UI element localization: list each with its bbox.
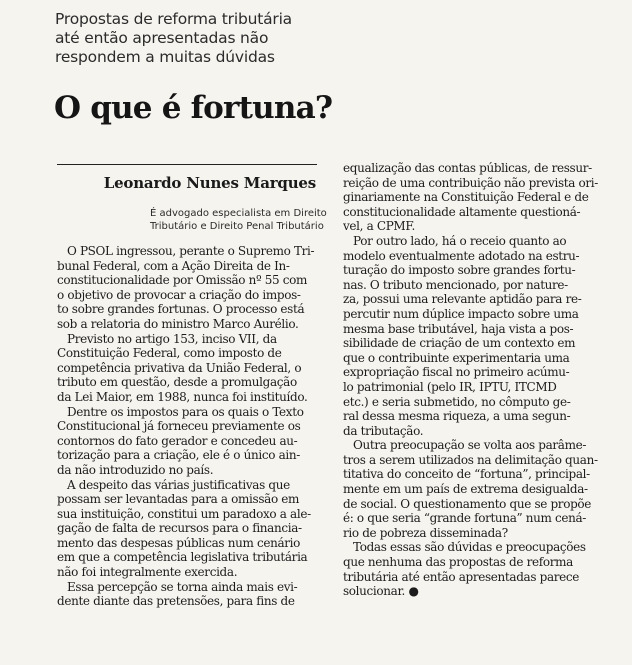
text-line: é: o que seria “grande fortuna” num cená-: [343, 511, 587, 526]
text-line: modelo eventualmente adotado na estru-: [343, 248, 580, 263]
text-line: competência privativa da União Federal, o: [57, 360, 302, 375]
text-line: tributária até então apresentadas parece: [343, 569, 580, 584]
text-line: da Lei Maior, em 1988, nunca foi instituído.: [57, 389, 308, 404]
bio-line: Tributário e Direito Penal Tributário: [150, 221, 324, 232]
text-line: que nenhuma das propostas de reforma: [343, 555, 573, 570]
text-line: ral dessa mesma riqueza, a uma segun-: [343, 409, 571, 424]
text-line: vel, a CPMF.: [343, 219, 415, 234]
text-line: Todas essas são dúvidas e preocupações: [353, 540, 586, 555]
text-line: mente em um país de extrema desigualda-: [343, 482, 588, 497]
kicker-line: Propostas de reforma tributária: [55, 10, 292, 28]
headline: O que é fortuna?: [54, 90, 333, 126]
kicker-line: respondem a muitas dúvidas: [55, 48, 275, 66]
text-line: Previsto no artigo 153, inciso VII, da: [67, 331, 277, 346]
text-line: percutir num dúplice impacto sobre uma: [343, 306, 579, 321]
text-line: sua instituição, constitui um paradoxo a ale-: [57, 506, 311, 521]
kicker-line: até então apresentadas não: [55, 29, 269, 47]
text-line: sibilidade de criação de um contexto em: [343, 336, 576, 351]
text-line: reição de uma contribuição não prevista ori-: [343, 175, 598, 190]
bio-line: É advogado especialista em Direito: [150, 208, 327, 219]
text-line: possam ser levantadas para a omissão em: [57, 492, 300, 507]
text-line: torização para a criação, ele é o único ain-: [57, 448, 300, 463]
text-line: da não introduzido no país.: [57, 462, 214, 477]
text-line: em que a competência legislativa tributária: [57, 550, 308, 565]
text-line: za, possui uma relevante aptidão para re-: [343, 292, 582, 307]
text-line: Constituição Federal, como imposto de: [57, 346, 282, 361]
text-line: contornos do fato gerador e concedeu au-: [57, 433, 298, 448]
text-line: Outra preocupação se volta aos parâme-: [353, 438, 587, 453]
text-line: rio de pobreza disseminada?: [343, 525, 508, 540]
paragraph: [343, 161, 613, 234]
text-line: da tributação.: [343, 423, 424, 438]
paragraph: [343, 234, 613, 438]
text-line: dente diante das pretensões, para fins de: [57, 594, 295, 609]
text-line: ginariamente na Constituição Federal e de: [343, 190, 589, 205]
text-line: tros a serem utilizados na delimitação quan-: [343, 452, 598, 467]
text-line: to sobre grandes fortunas. O processo está: [57, 302, 305, 317]
text-line: bunal Federal, com a Ação Direita de In-: [57, 258, 290, 273]
text-line: Essa percepção se torna ainda mais evi-: [67, 579, 298, 594]
text-line: lo patrimonial (pelo IR, IPTU, ITCMD: [343, 379, 557, 394]
text-line: mento das despesas públicas num cenário: [57, 535, 301, 550]
text-line: tributo em questão, desde a promulgação: [57, 375, 297, 390]
kicker: [55, 10, 355, 67]
author-name: Leonardo Nunes Marques: [103, 174, 316, 192]
text-line: Constitucional já forneceu previamente os: [57, 419, 301, 434]
author-divider: [57, 164, 317, 165]
text-line: expropriação fiscal no primeiro acúmu-: [343, 365, 570, 380]
article-column-right: [343, 161, 613, 599]
text-line: sob a relatoria do ministro Marco Aurélio.: [57, 316, 299, 331]
text-line: titativa do conceito de “fortuna”, principal-: [343, 467, 590, 482]
paragraph: [343, 438, 613, 540]
text-line: gação de falta de recursos para o financia-: [57, 521, 302, 536]
text-line: constitucionalidade por Omissão nº 55 com: [57, 273, 308, 288]
text-line: de social. O questionamento que se propõe: [343, 496, 592, 511]
text-line: não foi integralmente exercida.: [57, 565, 238, 580]
paragraph: [57, 580, 325, 609]
paragraph: [57, 332, 325, 405]
article-column-left: [57, 244, 325, 609]
text-line: constitucionalidade altamente questioná-: [343, 204, 581, 219]
paragraph: [343, 540, 613, 598]
paragraph: [57, 478, 325, 580]
text-line: turação do imposto sobre grandes fortu-: [343, 263, 576, 278]
text-line: Dentre os impostos para os quais o Texto: [67, 404, 304, 419]
text-line: Por outro lado, há o receio quanto ao: [353, 233, 567, 248]
text-line: solucionar. ●: [343, 584, 419, 599]
text-line: que o contribuinte experimentaria uma: [343, 350, 570, 365]
text-line: etc.) e seria submetido, no cômputo ge-: [343, 394, 571, 409]
text-line: nas. O tributo mencionado, por nature-: [343, 277, 568, 292]
paragraph: [57, 405, 325, 478]
text-line: mesma base tributável, haja vista a pos-: [343, 321, 574, 336]
text-line: A despeito das várias justificativas que: [67, 477, 290, 492]
paragraph: [57, 244, 325, 332]
author-bio: [150, 207, 327, 233]
text-line: O PSOL ingressou, perante o Supremo Tri-: [67, 244, 315, 258]
text-line: equalização das contas públicas, de ressur-: [343, 161, 592, 175]
text-line: o objetivo de provocar a criação do impos-: [57, 287, 301, 302]
